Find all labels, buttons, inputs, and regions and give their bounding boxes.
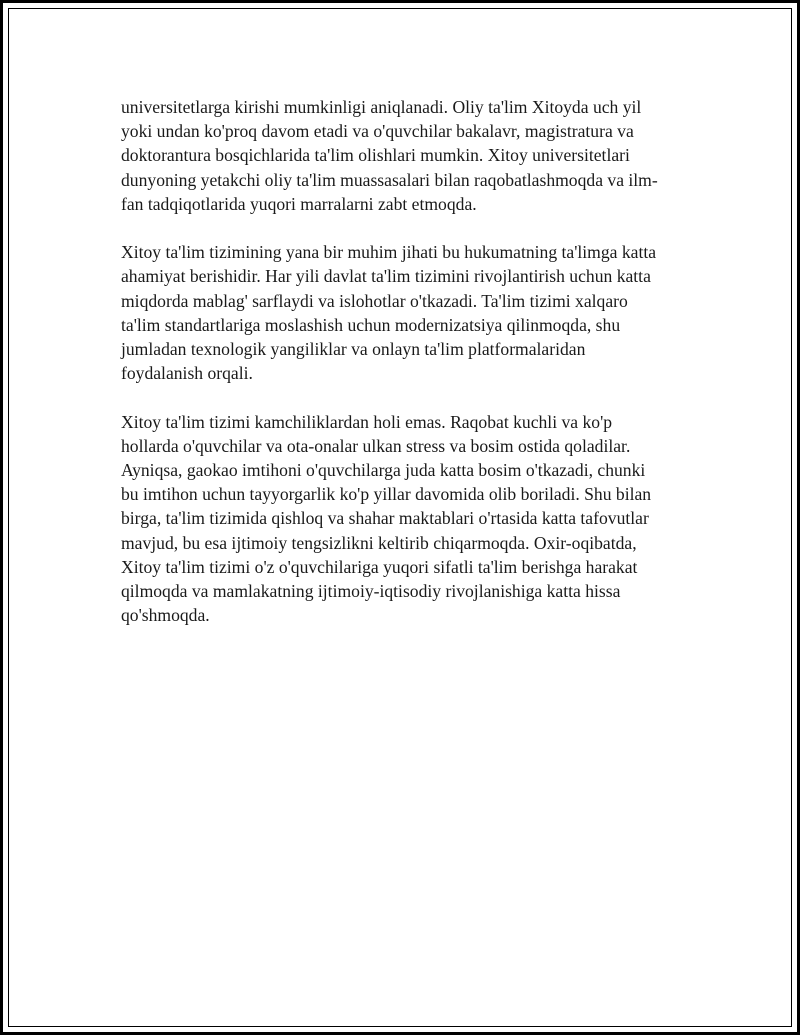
text-line: miqdorda mablag' sarflaydi va islohotlar o'tkazadi. Ta'lim tizimi xalqaro	[121, 290, 628, 311]
text-line: hollarda o'quvchilar va ota-onalar ulkan stress va bosim ostida qoladilar.	[121, 435, 631, 456]
text-line: qo'shmoqda.	[121, 605, 210, 626]
text-line: Xitoy ta'lim tizimi kamchiliklardan holi emas. Raqobat kuchli va ko'p	[121, 411, 613, 432]
text-line: ta'lim standartlariga moslashish uchun modernizatsiya qilinmoqda, shu	[121, 314, 621, 335]
text-line: foydalanish orqali.	[121, 363, 253, 384]
text-line: jumladan texnologik yangiliklar va onlayn ta'lim platformalaridan	[121, 339, 586, 360]
text-line: Xitoy ta'lim tizimining yana bir muhim jihati bu hukumatning ta'limga katta	[121, 242, 657, 263]
text-line: ahamiyat berishidir. Har yili davlat ta'lim tizimini rivojlantirish uchun katta	[121, 266, 651, 287]
text-line: Xitoy ta'lim tizimi o'z o'quvchilariga yuqori sifatli ta'lim berishga harakat	[121, 556, 638, 577]
paragraph-3	[121, 410, 701, 628]
text-line: yoki undan ko'proq davom etadi va o'quvchilar bakalavr, magistratura va	[121, 121, 634, 142]
text-line: universitetlarga kirishi mumkinligi aniqlanadi. Oliy ta'lim Xitoyda uch yil	[121, 97, 642, 117]
text-line: Ayniqsa, gaokao imtihoni o'quvchilarga juda katta bosim o'tkazadi, chunki	[121, 460, 646, 481]
text-line: mavjud, bu esa ijtimoiy tengsizlikni keltirib chiqarmoqda. Oxir-oqibatda,	[121, 532, 637, 553]
text-line: bu imtihon uchun tayyorgarlik ko'p yillar davomida olib boriladi. Shu bilan	[121, 484, 652, 505]
paragraph-2	[121, 240, 701, 385]
text-line: birga, ta'lim tizimida qishloq va shahar maktablari o'rtasida katta tafovutlar	[121, 508, 649, 529]
text-line: doktorantura bosqichlarida ta'lim olishlari mumkin. Xitoy universitetlari	[121, 145, 630, 166]
document-body	[121, 95, 701, 652]
text-line: fan tadqiqotlarida yuqori marralarni zabt etmoqda.	[121, 193, 477, 214]
text-line: dunyoning yetakchi oliy ta'lim muassasalari bilan raqobatlashmoqda va ilm-	[121, 169, 658, 190]
text-line: qilmoqda va mamlakatning ijtimoiy-iqtisodiy rivojlanishiga katta hissa	[121, 581, 621, 602]
paragraph-1	[121, 95, 701, 216]
